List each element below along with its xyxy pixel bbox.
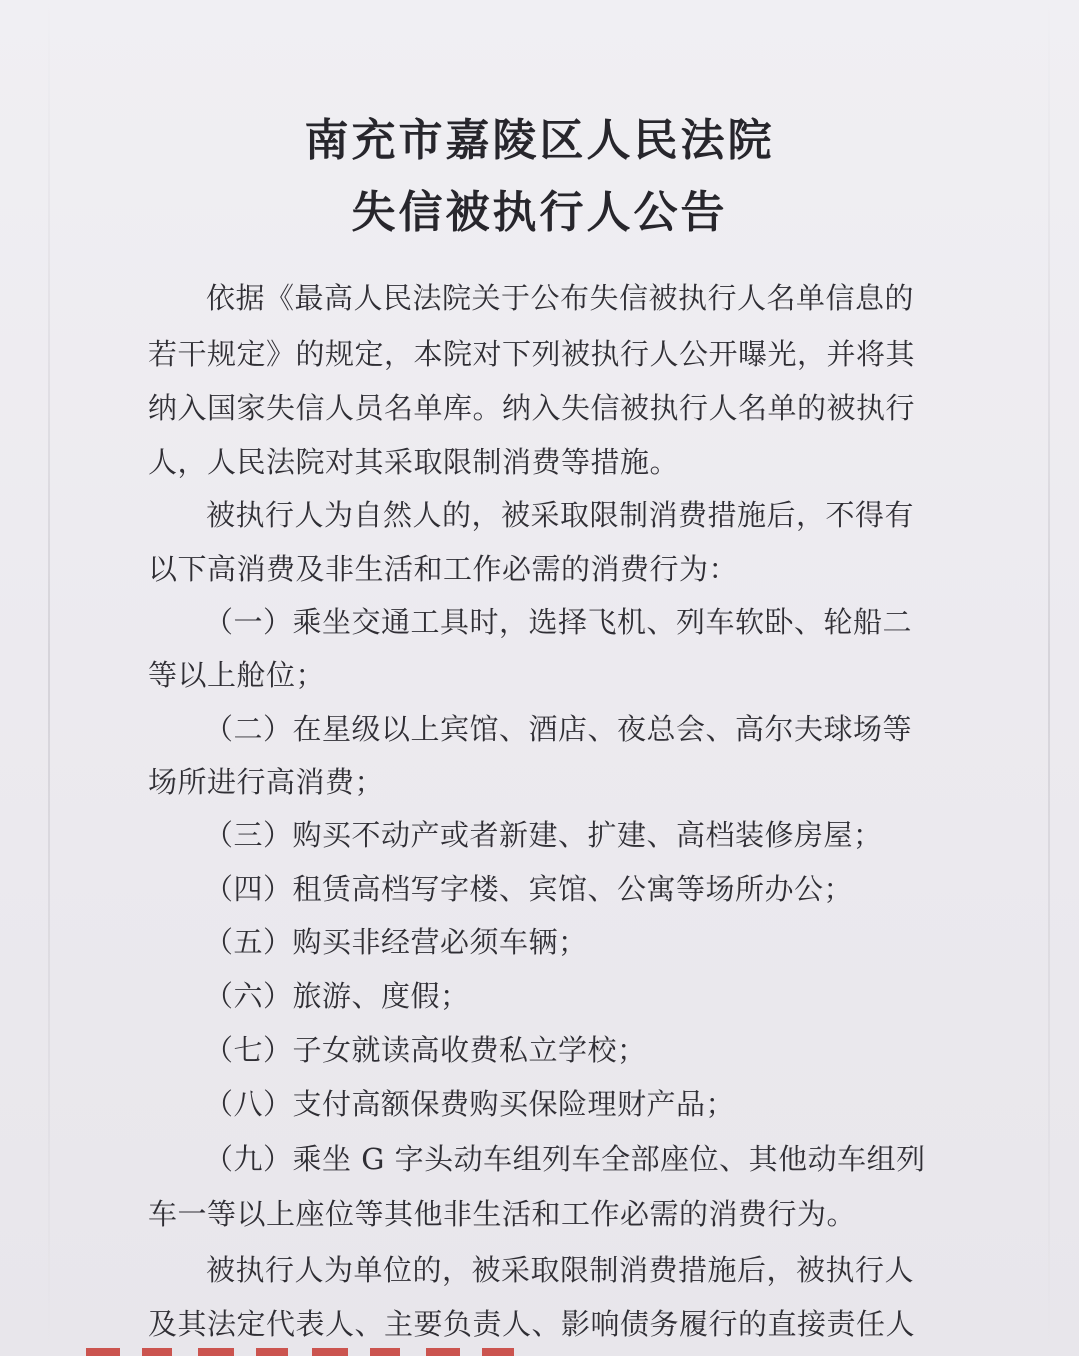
item-9-line-2: 车一等以上座位等其他非生活和工作必需的消费行为。 (148, 1197, 857, 1231)
paragraph-3-line-1: 被执行人为单位的，被采取限制消费措施后，被执行人 (206, 1253, 915, 1287)
paragraph-1-line-2: 若干规定》的规定，本院对下列被执行人公开曝光，并将其 (148, 337, 916, 371)
paragraph-1-line-3: 纳入国家失信人员名单库。纳入失信被执行人名单的被执行 (148, 391, 916, 425)
item-1-line-1: （一）乘坐交通工具时，选择飞机、列车软卧、轮船二 (204, 605, 913, 639)
item-4: （四）租赁高档写字楼、宾馆、公寓等场所办公； (204, 872, 854, 906)
paragraph-2-line-2: 以下高消费及非生活和工作必需的消费行为： (148, 552, 739, 586)
item-8: （八）支付高额保费购买保险理财产品； (204, 1087, 736, 1121)
cut-off-red-text (80, 1344, 550, 1356)
item-6: （六）旅游、度假； (204, 979, 470, 1013)
paragraph-3-line-2: 及其法定代表人、主要负责人、影响债务履行的直接责任人 (148, 1307, 916, 1341)
paragraph-1-line-4: 人，人民法院对其采取限制消费等措施。 (148, 445, 680, 479)
announcement-title: 失信被执行人公告 (351, 187, 728, 238)
item-5: （五）购买非经营必须车辆； (204, 925, 588, 959)
item-2-line-1: （二）在星级以上宾馆、酒店、夜总会、高尔夫球场等 (204, 712, 913, 746)
court-name-title: 南充市嘉陵区人民法院 (304, 115, 775, 166)
item-7: （七）子女就读高收费私立学校； (204, 1033, 647, 1067)
item-9-line-1: （九）乘坐 G 字头动车组列车全部座位、其他动车组列 (204, 1142, 926, 1176)
paragraph-2-line-1: 被执行人为自然人的，被采取限制消费措施后，不得有 (206, 498, 915, 532)
item-1-line-2: 等以上舱位； (148, 658, 326, 692)
item-2-line-2: 场所进行高消费； (148, 765, 385, 799)
item-3: （三）购买不动产或者新建、扩建、高档装修房屋； (204, 818, 883, 852)
paragraph-1-line-1: 依据《最高人民法院关于公布失信被执行人名单信息的 (206, 281, 915, 315)
